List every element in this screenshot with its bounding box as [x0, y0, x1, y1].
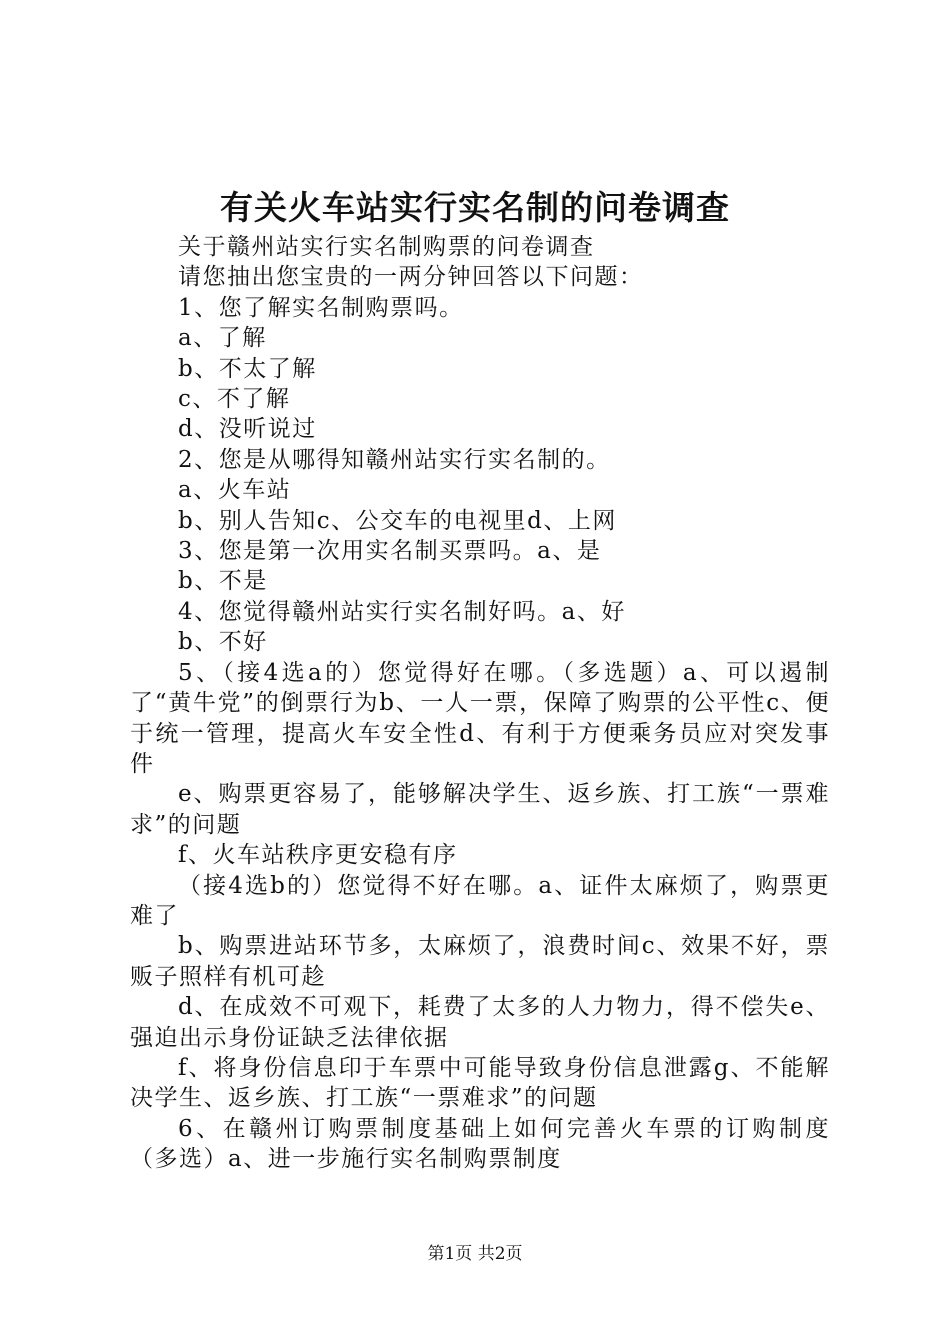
option-line: a、火车站 — [178, 477, 292, 504]
option-line: b、别人告知c、公交车的电视里d、上网 — [178, 507, 617, 534]
option-line: a、了解 — [178, 325, 267, 352]
option-line: b、不是 — [178, 568, 268, 595]
paragraph: （接4选b的）您觉得不好在哪。a、证件太麻烦了，购票更难了 — [130, 872, 830, 929]
document-body — [130, 232, 830, 1175]
paragraph: d、在成效不可观下，耗费了太多的人力物力，得不偿失e、强迫出示身份证缺乏法律依据 — [130, 994, 830, 1051]
paragraph: b、购票进站环节多，太麻烦了，浪费时间c、效果不好，票贩子照样有机可趁 — [130, 933, 830, 990]
paragraph: 5、（接4选a的）您觉得好在哪。（多选题）a、可以遏制了“黄牛党”的倒票行为b、一人一票，保障了购票的公平性c、便于统一管理，提高火车安全性d、有利于方便乘务员应对突发事件 — [130, 659, 830, 777]
page-title: 有关火车站实行实名制的问卷调查 — [220, 188, 730, 227]
paragraph: f、将身份信息印于车票中可能导致身份信息泄露g、不能解决学生、返乡族、打工族“一票难求”的问题 — [130, 1054, 830, 1112]
question-line: 2、您是从哪得知赣州站实行实名制的。 — [178, 446, 611, 473]
paragraph: e、购票更容易了，能够解决学生、返乡族、打工族“一票难求”的问题 — [130, 781, 830, 838]
paragraph: f、火车站秩序更安稳有序 — [178, 842, 458, 869]
paragraph: 6、在赣州订购票制度基础上如何完善火车票的订购制度（多选）a、进一步施行实名制购票制度 — [130, 1115, 830, 1173]
page-footer: 第1页 共2页 — [427, 1244, 523, 1264]
option-line: c、不了解 — [178, 386, 291, 413]
text-line: 关于赣州站实行实名制购票的问卷调查 — [178, 234, 595, 260]
option-line: b、不太了解 — [178, 355, 317, 382]
question-line: 3、您是第一次用实名制买票吗。a、是 — [178, 538, 602, 565]
text-line: 请您抽出您宝贵的一两分钟回答以下问题： — [178, 264, 644, 291]
question-line: 1、您了解实名制购票吗。 — [178, 294, 464, 321]
option-line: d、没听说过 — [178, 416, 317, 443]
question-line: 4、您觉得赣州站实行实名制好吗。a、好 — [178, 598, 626, 625]
option-line: b、不好 — [178, 629, 268, 656]
